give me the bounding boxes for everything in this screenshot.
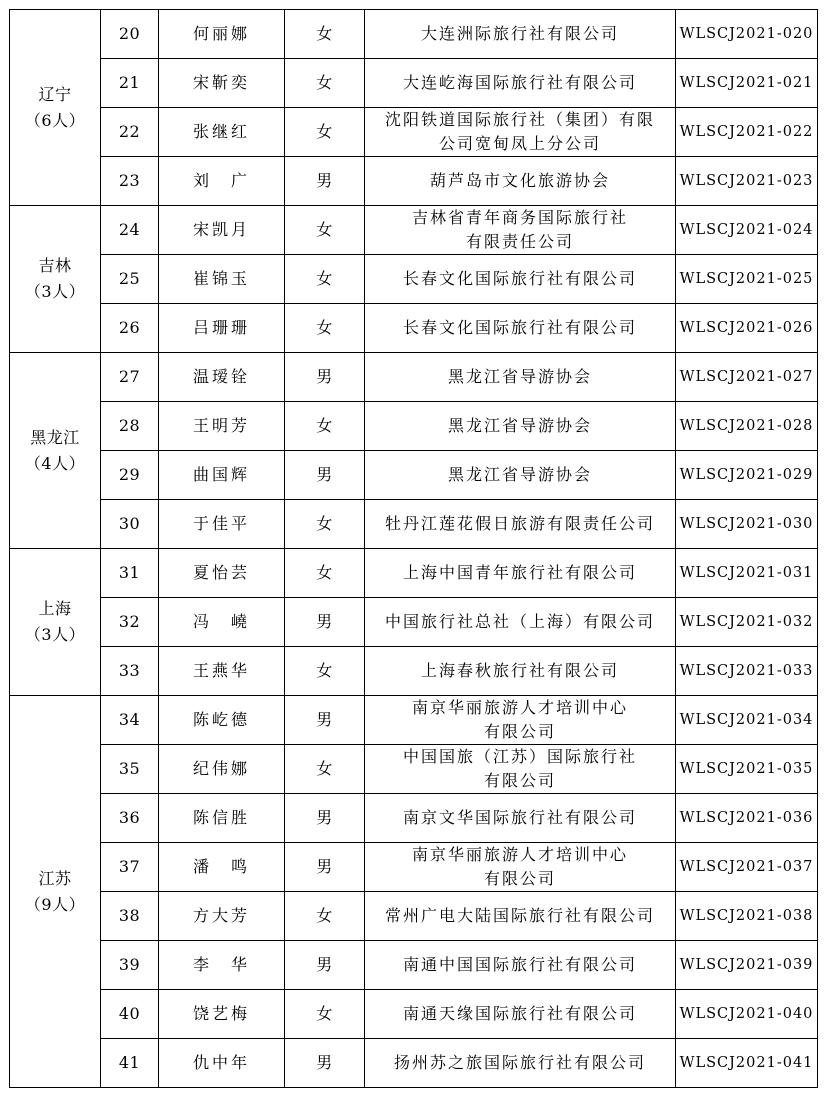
gender-cell: 女: [285, 500, 365, 549]
gender-cell: 男: [285, 598, 365, 647]
name-cell: 崔锦玉: [159, 255, 285, 304]
serial-number-cell: 38: [101, 892, 159, 941]
serial-number-cell: 28: [101, 402, 159, 451]
region-count: （3人）: [24, 282, 86, 301]
table-row: [10, 451, 818, 500]
region-name: 上海: [38, 599, 72, 618]
table-row: [10, 206, 818, 255]
serial-number-cell: 29: [101, 451, 159, 500]
name-cell: 于佳平: [159, 500, 285, 549]
organization-line: 黑龙江省导游协会: [447, 367, 592, 386]
name-cell: 温瑷铨: [159, 353, 285, 402]
certificate-code-cell: WLSCJ2021-025: [676, 255, 818, 304]
name-cell: 宋凯月: [159, 206, 285, 255]
organization-cell: [365, 696, 676, 745]
table-row: [10, 598, 818, 647]
organization-cell: [365, 843, 676, 892]
name-cell: 王燕华: [159, 647, 285, 696]
gender-cell: 女: [285, 647, 365, 696]
organization-line: 有限责任公司: [465, 232, 574, 251]
certificate-code-cell: WLSCJ2021-034: [676, 696, 818, 745]
table-row: [10, 941, 818, 990]
organization-line: 南京华丽旅游人才培训中心: [411, 845, 628, 864]
certificate-code-cell: WLSCJ2021-041: [676, 1039, 818, 1088]
serial-number-cell: 31: [101, 549, 159, 598]
certificate-code-cell: WLSCJ2021-037: [676, 843, 818, 892]
table-row: [10, 696, 818, 745]
serial-number-cell: 27: [101, 353, 159, 402]
serial-number-cell: 25: [101, 255, 159, 304]
certificate-code-cell: WLSCJ2021-040: [676, 990, 818, 1039]
region-count: （9人）: [24, 894, 86, 914]
table-row: [10, 108, 818, 157]
organization-cell: [365, 402, 676, 451]
gender-cell: 女: [285, 892, 365, 941]
name-cell: 陈信胜: [159, 794, 285, 843]
name-cell: 刘 广: [159, 157, 285, 206]
organization-cell: [365, 549, 676, 598]
gender-cell: 女: [285, 255, 365, 304]
name-cell: 何丽娜: [159, 10, 285, 59]
name-cell: 纪伟娜: [159, 745, 285, 794]
certificate-code-cell: WLSCJ2021-024: [676, 206, 818, 255]
organization-cell: [365, 794, 676, 843]
serial-number-cell: 22: [101, 108, 159, 157]
gender-cell: 男: [285, 794, 365, 843]
gender-cell: 女: [285, 206, 365, 255]
table-row: [10, 843, 818, 892]
organization-line: 南京文华国际旅行社有限公司: [402, 808, 637, 827]
certificate-code-cell: WLSCJ2021-026: [676, 304, 818, 353]
organization-line: 南京华丽旅游人才培训中心: [411, 698, 628, 717]
organization-line: 上海中国青年旅行社有限公司: [402, 563, 637, 582]
gender-cell: 男: [285, 451, 365, 500]
organization-line: 常州广电大陆国际旅行社有限公司: [384, 906, 655, 925]
region-cell: [10, 10, 101, 206]
organization-line: 有限公司: [483, 722, 556, 741]
organization-line: 长春文化国际旅行社有限公司: [402, 318, 637, 337]
serial-number-cell: 35: [101, 745, 159, 794]
serial-number-cell: 30: [101, 500, 159, 549]
gender-cell: 男: [285, 353, 365, 402]
certificate-code-cell: WLSCJ2021-032: [676, 598, 818, 647]
serial-number-cell: 39: [101, 941, 159, 990]
table-row: [10, 1039, 818, 1088]
organization-cell: [365, 108, 676, 157]
name-cell: 夏怡芸: [159, 549, 285, 598]
table-row: [10, 745, 818, 794]
name-cell: 李 华: [159, 941, 285, 990]
organization-cell: [365, 647, 676, 696]
gender-cell: 女: [285, 108, 365, 157]
name-cell: 仇中年: [159, 1039, 285, 1088]
table-row: [10, 990, 818, 1039]
serial-number-cell: 37: [101, 843, 159, 892]
organization-cell: [365, 206, 676, 255]
certificate-code-cell: WLSCJ2021-033: [676, 647, 818, 696]
organization-cell: [365, 255, 676, 304]
organization-line: 黑龙江省导游协会: [447, 416, 592, 435]
organization-cell: [365, 598, 676, 647]
serial-number-cell: 34: [101, 696, 159, 745]
organization-line: 上海春秋旅行社有限公司: [420, 661, 619, 680]
organization-line: 吉林省青年商务国际旅行社: [411, 208, 628, 227]
name-cell: 王明芳: [159, 402, 285, 451]
organization-line: 公司宽甸凤上分公司: [438, 134, 601, 153]
personnel-table: [9, 9, 818, 1088]
organization-line: 南通中国国际旅行社有限公司: [402, 955, 637, 974]
certificate-code-cell: WLSCJ2021-029: [676, 451, 818, 500]
gender-cell: 男: [285, 1039, 365, 1088]
region-count: （3人）: [24, 625, 86, 644]
organization-cell: [365, 1039, 676, 1088]
organization-cell: [365, 941, 676, 990]
table-row: [10, 255, 818, 304]
organization-cell: [365, 353, 676, 402]
gender-cell: 女: [285, 304, 365, 353]
organization-line: 葫芦岛市文化旅游协会: [429, 171, 610, 190]
serial-number-cell: 21: [101, 59, 159, 108]
organization-line: 牡丹江莲花假日旅游有限责任公司: [384, 514, 655, 533]
gender-cell: 男: [285, 843, 365, 892]
gender-cell: 男: [285, 696, 365, 745]
gender-cell: 女: [285, 745, 365, 794]
certificate-code-cell: WLSCJ2021-030: [676, 500, 818, 549]
organization-line: 南通天缘国际旅行社有限公司: [402, 1004, 637, 1023]
name-cell: 吕珊珊: [159, 304, 285, 353]
table-row: [10, 647, 818, 696]
name-cell: 张继红: [159, 108, 285, 157]
table-row: [10, 892, 818, 941]
organization-line: 扬州苏之旅国际旅行社有限公司: [393, 1053, 646, 1072]
region-cell: [10, 353, 101, 549]
table-row: [10, 10, 818, 59]
serial-number-cell: 23: [101, 157, 159, 206]
name-cell: 曲国辉: [159, 451, 285, 500]
organization-cell: [365, 304, 676, 353]
gender-cell: 男: [285, 941, 365, 990]
organization-cell: [365, 745, 676, 794]
gender-cell: 女: [285, 10, 365, 59]
certificate-code-cell: WLSCJ2021-038: [676, 892, 818, 941]
table-row: [10, 500, 818, 549]
certificate-code-cell: WLSCJ2021-031: [676, 549, 818, 598]
certificate-code-cell: WLSCJ2021-021: [676, 59, 818, 108]
organization-line: 有限公司: [483, 869, 556, 888]
organization-line: 长春文化国际旅行社有限公司: [402, 269, 637, 288]
organization-cell: [365, 59, 676, 108]
table-row: [10, 549, 818, 598]
certificate-code-cell: WLSCJ2021-020: [676, 10, 818, 59]
table-row: [10, 353, 818, 402]
organization-line: 有限公司: [483, 771, 556, 790]
gender-cell: 女: [285, 549, 365, 598]
region-name: 吉林: [38, 256, 72, 275]
name-cell: 陈屹德: [159, 696, 285, 745]
certificate-code-cell: WLSCJ2021-035: [676, 745, 818, 794]
region-count: （4人）: [24, 453, 86, 473]
region-name: 江苏: [38, 868, 72, 888]
name-cell: 宋靳奕: [159, 59, 285, 108]
serial-number-cell: 40: [101, 990, 159, 1039]
table-row: [10, 157, 818, 206]
serial-number-cell: 26: [101, 304, 159, 353]
gender-cell: 女: [285, 59, 365, 108]
region-cell: [10, 549, 101, 696]
certificate-code-cell: WLSCJ2021-027: [676, 353, 818, 402]
region-cell: [10, 696, 101, 1088]
certificate-code-cell: WLSCJ2021-036: [676, 794, 818, 843]
table-row: [10, 402, 818, 451]
name-cell: 方大芳: [159, 892, 285, 941]
certificate-code-cell: WLSCJ2021-039: [676, 941, 818, 990]
serial-number-cell: 41: [101, 1039, 159, 1088]
certificate-code-cell: WLSCJ2021-022: [676, 108, 818, 157]
organization-cell: [365, 157, 676, 206]
gender-cell: 女: [285, 402, 365, 451]
organization-line: 中国国旅（江苏）国际旅行社: [402, 747, 637, 766]
serial-number-cell: 24: [101, 206, 159, 255]
gender-cell: 女: [285, 990, 365, 1039]
organization-cell: [365, 500, 676, 549]
gender-cell: 男: [285, 157, 365, 206]
serial-number-cell: 32: [101, 598, 159, 647]
certificate-code-cell: WLSCJ2021-028: [676, 402, 818, 451]
region-name: 辽宁: [38, 84, 72, 104]
name-cell: 饶艺梅: [159, 990, 285, 1039]
serial-number-cell: 33: [101, 647, 159, 696]
serial-number-cell: 36: [101, 794, 159, 843]
name-cell: 潘 鸣: [159, 843, 285, 892]
organization-cell: [365, 451, 676, 500]
organization-cell: [365, 10, 676, 59]
region-name: 黑龙江: [30, 427, 80, 447]
certificate-code-cell: WLSCJ2021-023: [676, 157, 818, 206]
region-cell: [10, 206, 101, 353]
table-row: [10, 304, 818, 353]
organization-line: 黑龙江省导游协会: [447, 465, 592, 484]
organization-line: 大连洲际旅行社有限公司: [420, 24, 619, 43]
table-body: [10, 10, 818, 1088]
table-row: [10, 59, 818, 108]
organization-cell: [365, 892, 676, 941]
table-row: [10, 794, 818, 843]
organization-line: 沈阳铁道国际旅行社（集团）有限: [384, 110, 655, 129]
region-count: （6人）: [24, 110, 86, 130]
organization-line: 大连屹海国际旅行社有限公司: [402, 73, 637, 92]
serial-number-cell: 20: [101, 10, 159, 59]
name-cell: 冯 嶢: [159, 598, 285, 647]
organization-cell: [365, 990, 676, 1039]
organization-line: 中国旅行社总社（上海）有限公司: [384, 612, 655, 631]
